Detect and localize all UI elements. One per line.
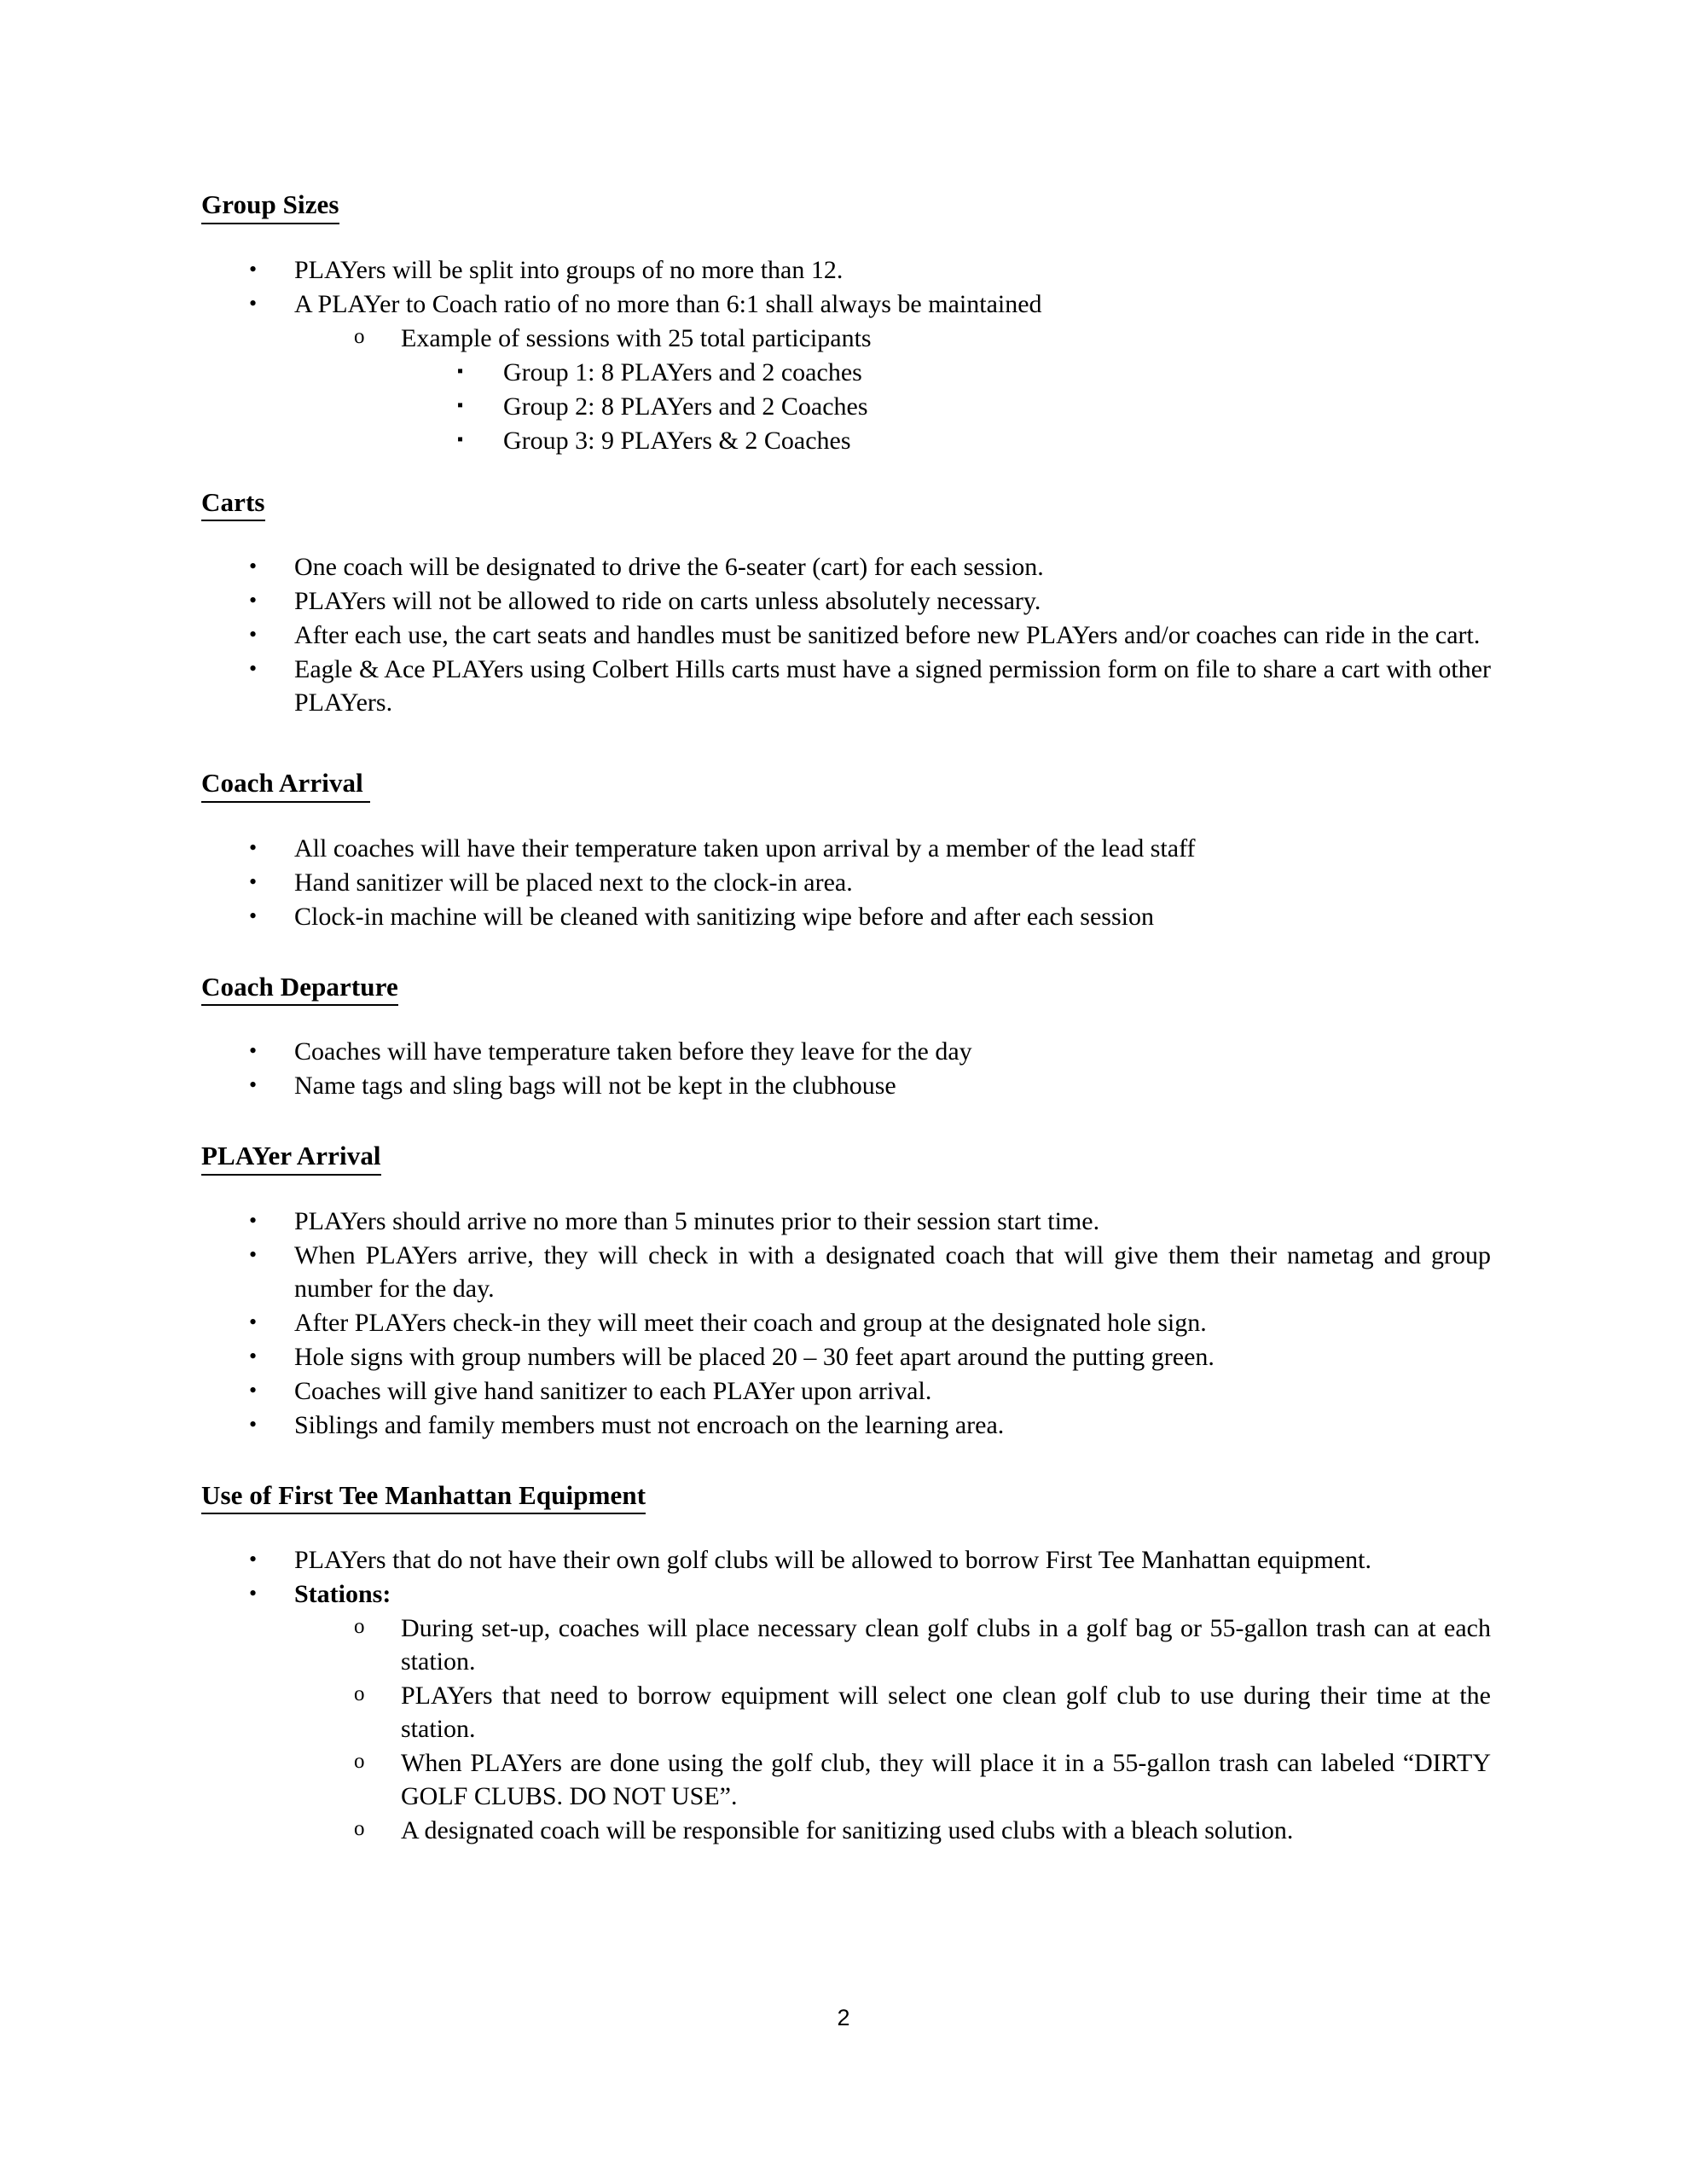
bullet-disc-icon: •	[249, 1343, 258, 1368]
section-heading-carts	[201, 487, 1491, 522]
bullet-disc-icon: •	[249, 1038, 258, 1064]
bullet-circle-icon: o	[354, 1750, 365, 1774]
bullet-list-level1	[201, 1035, 1491, 1102]
list-item-text: A designated coach will be responsible for sanitizing used clubs with a bleach solution.	[401, 1816, 1294, 1845]
bullet-circle-icon: o	[354, 1682, 365, 1706]
bullet-disc-icon: •	[249, 1309, 258, 1334]
spacer	[201, 1103, 1491, 1141]
document-body	[201, 189, 1491, 1848]
bullet-square-icon: ▪	[457, 429, 464, 449]
list-item	[201, 322, 1491, 355]
spacer	[201, 1443, 1491, 1480]
section-heading-coach-arrival	[201, 768, 1491, 803]
list-item-text: Clock-in machine will be cleaned with sanitizing wipe before and after each session	[294, 902, 1154, 931]
list-item	[201, 1543, 1491, 1577]
list-item	[201, 1035, 1491, 1068]
bullet-disc-icon: •	[249, 1581, 258, 1606]
bullet-disc-icon: •	[249, 656, 258, 682]
spacer	[201, 521, 1491, 550]
bullet-disc-icon: •	[249, 834, 258, 860]
bullet-disc-icon: •	[249, 256, 258, 282]
list-item-text: Stations:	[294, 1580, 391, 1609]
spacer	[201, 458, 1491, 487]
bullet-disc-icon: •	[249, 1411, 258, 1437]
list-item	[201, 1340, 1491, 1374]
bullet-list-level1	[201, 1543, 1491, 1611]
list-item	[201, 1577, 1491, 1611]
bullet-list-level1	[201, 832, 1491, 933]
list-item-text: PLAYers will be split into groups of no more than 12.	[294, 255, 844, 284]
list-item-text: Siblings and family members must not encroach on the learning area.	[294, 1410, 1005, 1439]
list-item	[201, 619, 1491, 652]
section-heading-group-sizes	[201, 189, 1491, 224]
list-item	[201, 1746, 1491, 1813]
bullet-square-icon: ▪	[457, 361, 464, 380]
bullet-circle-icon: o	[354, 324, 365, 348]
list-item-text: PLAYers will not be allowed to ride on carts unless absolutely necessary.	[294, 587, 1041, 616]
bullet-circle-icon: o	[354, 1817, 365, 1841]
list-item-text: When PLAYers are done using the golf club, they will place it in a 55-gallon trash can labeled “DIRTY GOLF CLUBS. DO NOT USE”.	[401, 1749, 1491, 1811]
list-item	[201, 1306, 1491, 1339]
list-item	[201, 832, 1491, 865]
bullet-disc-icon: •	[249, 868, 258, 894]
bullet-disc-icon: •	[249, 1072, 258, 1098]
list-item-text: Hand sanitizer will be placed next to the clock-in area.	[294, 868, 853, 897]
bullet-disc-icon: •	[249, 1207, 258, 1233]
list-item-text: PLAYers should arrive no more than 5 minutes prior to their session start time.	[294, 1206, 1100, 1235]
bullet-list-level2	[201, 322, 1491, 355]
heading-text: Group Sizes	[201, 189, 339, 224]
list-item	[201, 1205, 1491, 1238]
page-number: 2	[837, 2005, 850, 2030]
bullet-disc-icon: •	[249, 588, 258, 613]
list-item	[201, 900, 1491, 933]
spacer	[201, 1006, 1491, 1035]
list-item	[201, 390, 1491, 423]
bullet-disc-icon: •	[249, 1377, 258, 1403]
section-heading-coach-departure	[201, 972, 1491, 1007]
spacer	[201, 720, 1491, 768]
list-item	[201, 653, 1491, 719]
heading-text: Coach Departure	[201, 972, 398, 1007]
spacer	[201, 224, 1491, 253]
list-item	[201, 584, 1491, 618]
list-item	[201, 1679, 1491, 1745]
list-item-text: When PLAYers arrive, they will check in with a designated coach that will give them their nametag and group number for the day.	[294, 1240, 1491, 1303]
list-item	[201, 356, 1491, 389]
list-item	[201, 1612, 1491, 1678]
list-item	[201, 253, 1491, 287]
bullet-list-level3	[201, 356, 1491, 457]
bullet-disc-icon: •	[249, 1547, 258, 1572]
list-item-text: All coaches will have their temperature taken upon arrival by a member of the lead staff	[294, 834, 1196, 863]
bullet-list-level1	[201, 550, 1491, 719]
bullet-disc-icon: •	[249, 1241, 258, 1267]
list-item-text: Example of sessions with 25 total participants	[401, 323, 872, 352]
list-item-text: Group 1: 8 PLAYers and 2 coaches	[503, 357, 862, 386]
spacer	[201, 1176, 1491, 1205]
list-item	[201, 1374, 1491, 1408]
list-item-text: PLAYers that need to borrow equipment will select one clean golf club to use during their time at the station.	[401, 1682, 1491, 1744]
bullet-disc-icon: •	[249, 622, 258, 648]
heading-text: Carts	[201, 487, 265, 522]
heading-text: PLAYer Arrival	[201, 1141, 381, 1176]
bullet-disc-icon: •	[249, 903, 258, 928]
heading-text: Coach Arrival	[201, 768, 370, 803]
bullet-list-level2	[201, 1612, 1491, 1847]
list-item	[201, 866, 1491, 899]
section-heading-use-of-first-tee-manhattan-equipment	[201, 1480, 1491, 1515]
list-item	[201, 1239, 1491, 1305]
section-heading-player-arrival	[201, 1141, 1491, 1176]
list-item-text: After each use, the cart seats and handles must be sanitized before new PLAYers and/or coaches can ride in the cart.	[294, 621, 1481, 650]
list-item-text: After PLAYers check-in they will meet their coach and group at the designated hole sign.	[294, 1308, 1207, 1337]
bullet-list-level1	[201, 1205, 1491, 1442]
spacer	[201, 1514, 1491, 1543]
bullet-square-icon: ▪	[457, 395, 464, 415]
list-item	[201, 1409, 1491, 1442]
list-item-text: Coaches will give hand sanitizer to each PLAYer upon arrival.	[294, 1376, 932, 1405]
bullet-disc-icon: •	[249, 554, 258, 579]
list-item	[201, 1814, 1491, 1847]
list-item	[201, 288, 1491, 321]
list-item-text: PLAYers that do not have their own golf clubs will be allowed to borrow First Tee Manhattan equipment.	[294, 1546, 1372, 1575]
list-item-text: Name tags and sling bags will not be kept in the clubhouse	[294, 1072, 896, 1101]
list-item-text: Eagle & Ace PLAYers using Colbert Hills carts must have a signed permission form on file to share a cart with other PLAYers.	[294, 655, 1491, 717]
list-item	[201, 424, 1491, 457]
spacer	[201, 934, 1491, 972]
list-item-text: During set-up, coaches will place necessary clean golf clubs in a golf bag or 55-gallon trash can at each station.	[401, 1614, 1491, 1676]
list-item-text: Group 3: 9 PLAYers & 2 Coaches	[503, 426, 851, 455]
list-item-text: Hole signs with group numbers will be placed 20 – 30 feet apart around the putting green.	[294, 1342, 1215, 1371]
list-item-text: Coaches will have temperature taken before they leave for the day	[294, 1037, 972, 1066]
list-item	[201, 1069, 1491, 1102]
heading-text: Use of First Tee Manhattan Equipment	[201, 1480, 646, 1515]
bullet-disc-icon: •	[249, 290, 258, 316]
list-item	[201, 550, 1491, 584]
bullet-circle-icon: o	[354, 1615, 365, 1639]
list-item-text: One coach will be designated to drive the 6-seater (cart) for each session.	[294, 553, 1044, 582]
spacer	[201, 803, 1491, 832]
bullet-list-level1	[201, 253, 1491, 321]
list-item-text: A PLAYer to Coach ratio of no more than 6:1 shall always be maintained	[294, 289, 1042, 318]
list-item-text: Group 2: 8 PLAYers and 2 Coaches	[503, 392, 868, 421]
